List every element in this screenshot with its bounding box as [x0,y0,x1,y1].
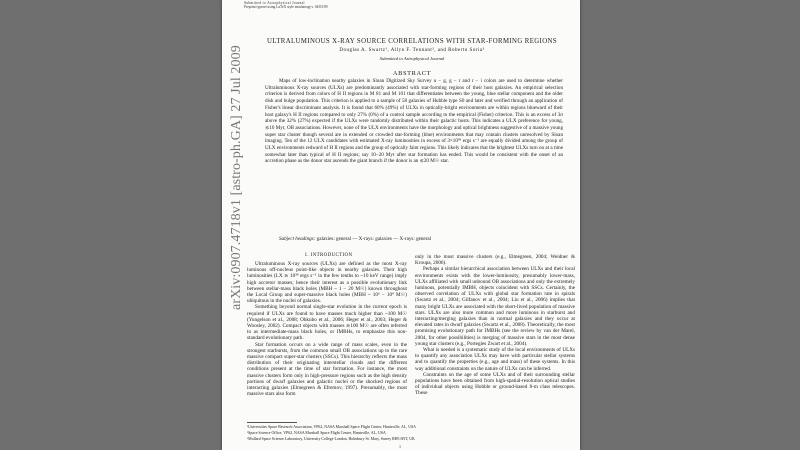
paragraph: Star formation occurs on a wide range of mass scales, even in the strongest starbursts, from the common small OB associations up to the rare massive compact super-star clusters (SSCs). This hierarchy reflects the mass distribution of their originating interstellar clouds and the different conditions present at the time of star formation. For instance, the most massive clusters form only in high-pressure regions such as the high density portions of dwarf galaxies and galactic nuclei or the shocked regions of interacting galaxies (Elmegreen & Efremov, 1997). Presumably, the most massive stars also form [247,341,407,398]
journal-header: Submitted to Astrophysical Journal [244,1,305,5]
footnotes [247,424,577,442]
abstract-text: Maps of low-inclination nearby galaxies in Sloan Digitized Sky Survey u − g, g − r and r − i colors are used to determine whether Ultraluminous X-ray sources (ULXs) are predominantly associated with star-forming regions of their host galaxies. An empirical selection criterion is derived from colors of H II regions in M 81 and M 101 that differentiates between the young, blue stellar component and the older disk and bulge population. This criterion is applied to a sample of 58 galaxies of Hubble type S0 and later and verified through an application of Fisher's linear discriminant analysis. It is found that 60% (49%) of ULXs in optically-bright environments are within regions blueward of their host galaxy's H II regions compared to only 27% (0%) of a control sample according to the empirical (Fisher) criterion. This is an excess of 3σ above the 32% (27%) expected if the ULXs were randomly distributed within their galactic hosts. This indicates a ULX preference for young, ≲10 Myr, OB associations. However, none of the ULX environments have the morphology and optical brightness suggestive of a massive young super star cluster though several are in extended or crowded star-forming (blue) environments that may contain clusters unresolved by Sloan imaging. Ten of the 12 ULX candidates with estimated X-ray luminosities in excess of 3×10³⁹ ergs s⁻¹ are equally divided among the group of ULX environments redward of H II regions and the group of optically faint regions. This likely indicates that the brightest ULXs turn on at a time somewhat later than typical of H II regions; say 10−20 Myr after star formation has ended. This would be consistent with the onset of an accretion phase as the donor star ascends the giant branch if the donor is an ≲20 M☉ star. [265,78,563,165]
paragraph: only in the most massive clusters (e.g., Elmegreen, 2004; Weidner & Kroupa, 2006). [415,254,575,267]
paragraph: Constraints on the age of some ULXs and of their surrounding stellar populations have been obtained from high-spatial-resolution optical studies of individual objects using Hubble or ground-based 8-m class telescopes. These [415,371,575,397]
section-heading: 1. INTRODUCTION [304,253,353,258]
subject-headings-text: galaxies: general — X-rays: galaxies — X-rays: general [316,236,432,242]
right-column [415,254,575,397]
subject-headings-label: Subject headings: [279,236,316,242]
page-number: 1 [399,444,401,449]
footnote: ³Mullard Space Science Laboratory, University College London, Holmbury St. Mary, Surrey RH5 6NT, UK [247,437,415,441]
submission-note: Submitted to Astrophysical Journal [379,56,445,61]
paper-title: ULTRALUMINOUS X-RAY SOURCE CORRELATIONS WITH STAR-FORMING REGIONS [266,38,558,45]
left-column [247,261,407,397]
paragraph: Ultraluminous X-ray sources (ULXs) are defined as the most X-ray luminous off-nucleus point-like objects in nearby galaxies. Their high luminosities (LX ≳ 10³⁹ ergs s⁻¹ in the few tenths to ~10 keV range) imply high accretor masses; hence their interest as a possible evolutionary link between stellar-mass black holes (MBH ~ 1 − 20 M☉) known throughout the Local Group and super-massive black holes (MBH ~ 10⁶ − 10⁹ M☉) ubiquitous in the nuclei of galaxies. [247,261,407,305]
subject-headings [265,236,563,243]
footnote: ²Space Science Office, VP62, NASA Marshall Space Flight Center, Huntsville, AL, USA [247,431,386,435]
footnote-rule [247,422,297,423]
paragraph: Something beyond normal single-star evolution in the current epoch is required if ULXs are found to have masses much higher than ~100 M☉ (Yungelson et al., 2008; Ohkubo et al., 2006; Heger et al., 2003; Heger & Woosley, 2002). Compact objects with masses ≳100 M☉ are often referred to as intermediate-mass black holes, or IMBHs, to emphasize this non-standard evolutionary path. [247,304,407,342]
arxiv-stamp: arXiv:0907.4718v1 [astro-ph.GA] 27 Jul 2009 [229,45,244,310]
paragraph: Perhaps a similar hierarchical association between ULXs and their local environments exists with the lower-luminosity, presumably lower-mass, ULXs affiliated with small unbound OB associations and only the extremely luminous, potentially IMBH, objects coincident with SSCs. Certainly, the observed correlation of ULXs with global star formation rate in spirals (Swartz et al., 2004; Gilfanov et al., 2004; Liu et al., 2006) implies that many bright ULXs are associated with the short-lived population of massive stars. ULXs are also more common and more luminous in starburst and interacting/merging galaxies than in normal galaxies and they occur at elevated rates in dwarf galaxies (Swartz et al., 2008). Theoretically, the most promising evolutionary path for IMBHs (see the review by van der Marel, 2004, for other possibilities) is merging of massive stars in the most dense young star clusters (e.g., Portegies Zwart et al., 2004). [415,266,575,347]
abstract-heading: ABSTRACT [392,70,432,77]
footnote: ¹Universities Space Research Association, VP62, NASA Marshall Space Flight Center, Huntsville, AL, USA [247,425,416,429]
paragraph: What is needed is a systematic study of the local environments of ULXs to quantify any association ULXs may have with particular stellar systems and to quantify the properties (e.g., age and mass) of these systems. In this way additional constraints on the nature of ULXs can be inferred. [415,347,575,372]
preprint-header: Preprint typeset using LaTeX style emulateapj v. 04/03/99 [244,5,328,9]
paper-authors: Douglas A. Swartz¹, Allyn F. Tennant², and Roberto Soria³ [339,48,485,53]
paper-page [222,0,580,450]
